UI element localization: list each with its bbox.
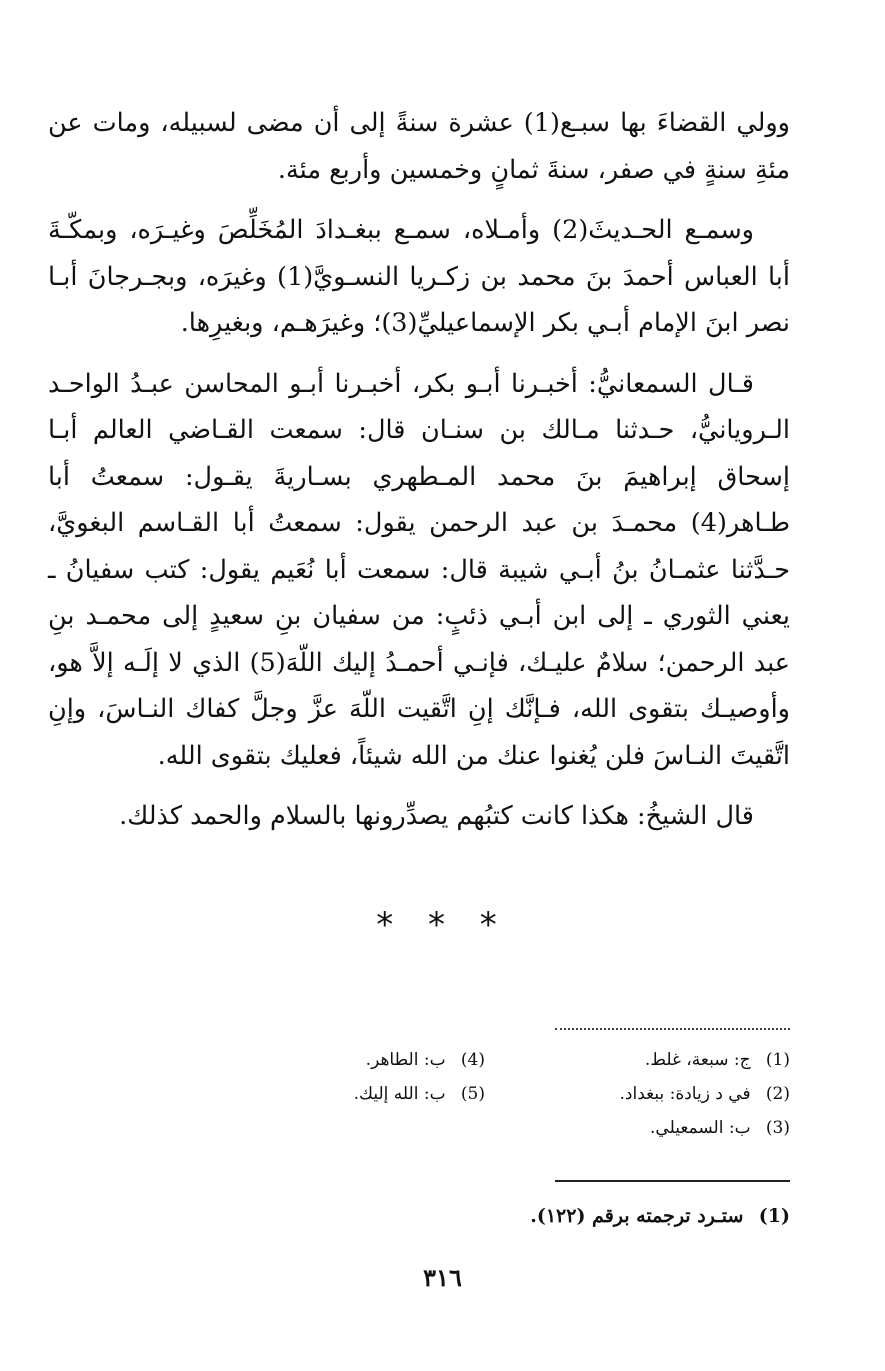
section-separator: * * * xyxy=(376,905,509,945)
variant-note xyxy=(530,1043,790,1077)
variant-note xyxy=(230,1077,485,1111)
variant-note xyxy=(530,1077,790,1111)
variant-note-number: (2) xyxy=(765,1084,790,1104)
page-number: ٣١٦ xyxy=(423,1263,462,1292)
variant-note-text: ب: الطاهر. xyxy=(365,1050,446,1070)
variant-note-text: في د زيادة: ببغداد. xyxy=(619,1084,751,1104)
variant-note-text: ب: السمعيلي. xyxy=(650,1118,751,1138)
paragraph-2: وسمـع الحـديثَ(2) وأمـلاه، سمـع ببغـدادَ المُخَلِّصَ وغيـرَه، وبمكّـةَ أبا العباس أحمدَ بنَ محمد بن زكـريا النسـويَّ(1) وغيرَه، وبجـرجانَ أبـا نصر ابنَ الإمام أبـي بكر الإسماعيليِّ(3)؛ وغيرَهـم، وبغيرِها. xyxy=(48,215,790,338)
paragraph-4: قال الشيخُ: هكذا كانت كتبُهم يصدِّرونها بالسلام والحمد كذلك. xyxy=(119,801,754,831)
footnote xyxy=(290,1200,790,1232)
variant-note xyxy=(530,1111,790,1145)
variant-note-number: (3) xyxy=(765,1118,790,1138)
variant-notes-column-left xyxy=(230,1043,485,1111)
paragraph-1: وولي القضاءَ بها سبـع(1) عشرة سنةً إلى أن مضى لسبيله، ومات عن مئةِ سنةٍ في صفر، سنةَ ثمانٍ وخمسين وأربع مئة. xyxy=(48,108,790,185)
footnote-text: ستـرد ترجمته برقم (١٢٢). xyxy=(530,1205,744,1227)
variant-note-number: (5) xyxy=(460,1084,485,1104)
paragraph-3: قـال السمعانيُّ: أخبـرنا أبـو بكر، أخبـرنا أبـو المحاسن عبـدُ الواحـد الـرويانيُّ، حـدثنا مـالك بن سنـان قال: سمعت القـاضي العالم أبـا إسحاق إبراهيمَ بنَ محمد المـطهري بسـاريةَ يقـول: سمعتُ أبا طـاهر(4) محمـدَ بن عبد الرحمن يقول: سمعتُ أبا القـاسم البغويَّ، حـدَّثنا عثمـانُ بنُ أبـي شيبة قال: سمعت أبا نُعَيم يقول: كتب سفيانُ ـ يعني الثوري ـ إلى ابن أبـي ذئبٍ: من سفيان بنِ سعيدٍ إلى محمـد بنِ عبد الرحمن؛ سلامٌ عليـك، فإنـي أحمـدُ إليك اللّهَ(5) الذي لا إلَـه إلاَّ هو، وأوصيـك بتقوى الله، فـإنَّك إنِ اتَّقيت اللّهَ عزَّ وجلَّ كفاك النـاسَ، وإنِ اتَّقيتَ النـاسَ فلن يُغنوا عنك من الله شيئاً، فعليك بتقوى الله. xyxy=(48,368,791,771)
variant-note-text: ب: الله إليك. xyxy=(353,1084,446,1104)
variant-notes-column-right xyxy=(530,1043,790,1145)
main-text xyxy=(48,100,790,854)
variant-notes-divider xyxy=(555,1028,790,1030)
footnote-divider xyxy=(555,1180,790,1182)
variant-note-number: (1) xyxy=(765,1050,790,1070)
variant-note-text: ج: سبعة، غلط. xyxy=(644,1050,751,1070)
variant-note-number: (4) xyxy=(460,1050,485,1070)
footnote-number: (1) xyxy=(758,1205,790,1227)
variant-note xyxy=(230,1043,485,1077)
